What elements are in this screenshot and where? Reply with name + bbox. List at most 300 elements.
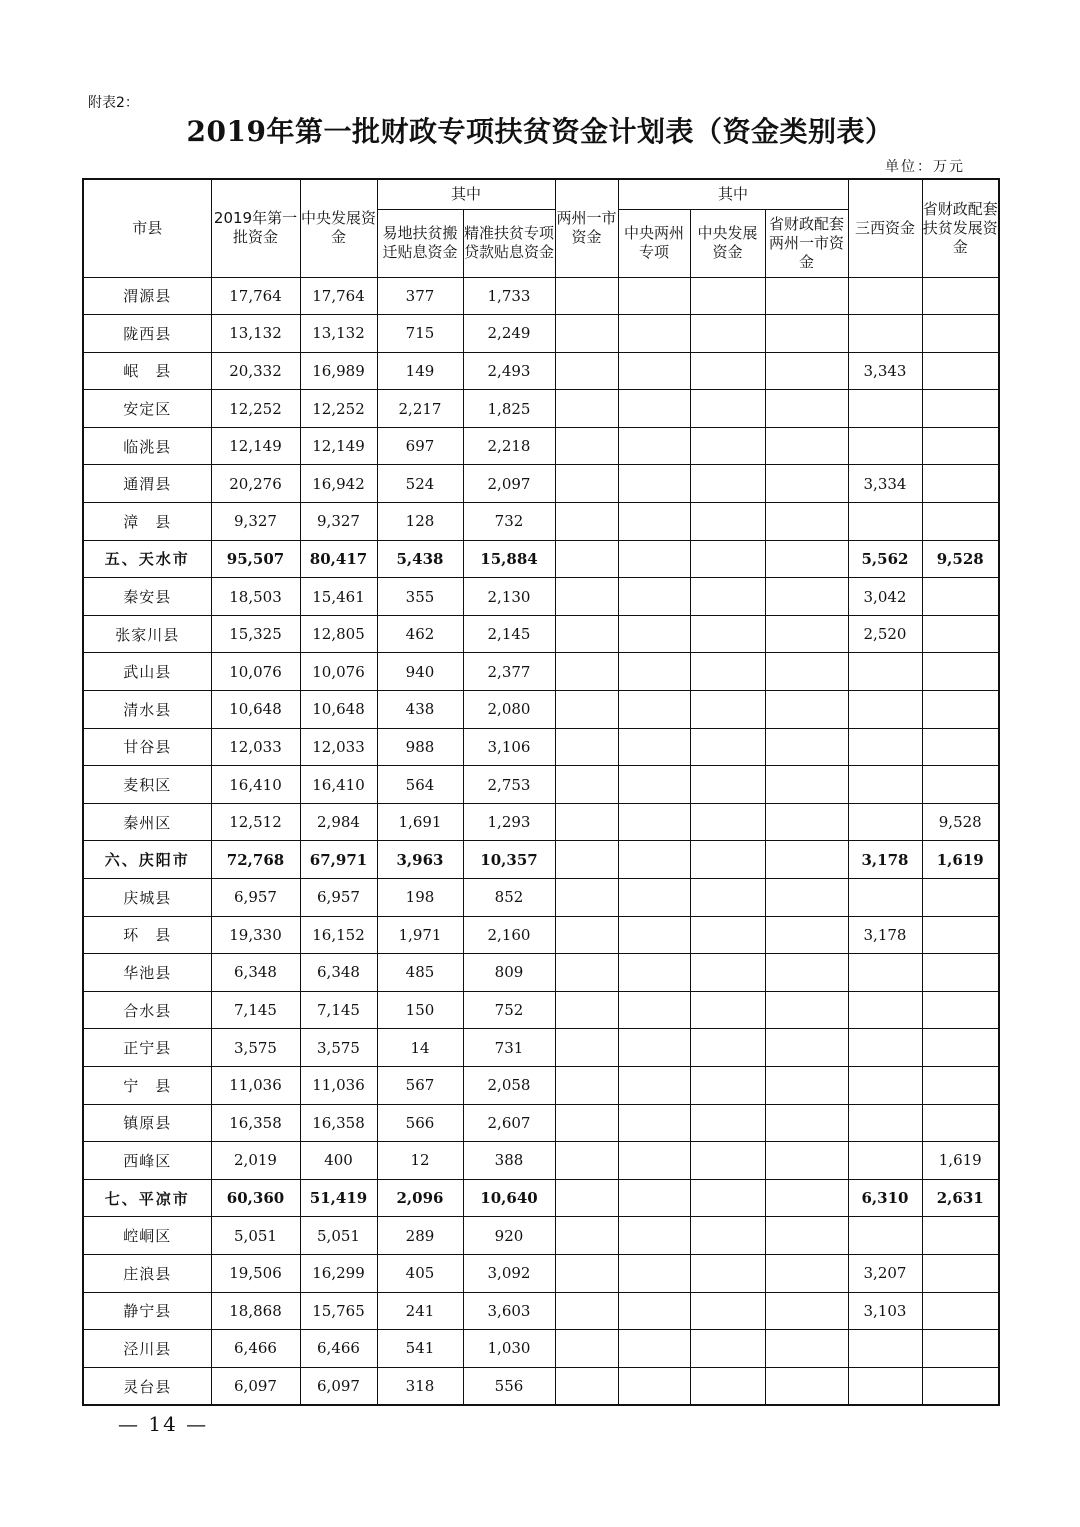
cell-relocation: 2,096 <box>377 1179 463 1217</box>
cell-relocation: 541 <box>377 1330 463 1368</box>
cell-clz <box>618 1029 690 1067</box>
cell-plz <box>765 841 848 879</box>
cell-name: 七、平凉市 <box>83 1179 211 1217</box>
table-row <box>83 390 999 428</box>
cell-relocation: 988 <box>377 728 463 766</box>
cell-plz <box>765 653 848 691</box>
header-prov-match: 省财政配套扶贫发展资金 <box>922 179 999 277</box>
cell-sanxi <box>848 427 922 465</box>
cell-lz <box>555 390 618 428</box>
cell-cfz <box>690 1292 765 1330</box>
cell-relocation: 14 <box>377 1029 463 1067</box>
table-row <box>83 1029 999 1067</box>
table-row <box>83 954 999 992</box>
header-group-2: 其中 <box>618 179 848 209</box>
cell-lz <box>555 503 618 541</box>
fund-table <box>82 178 1000 1406</box>
cell-clz <box>618 277 690 315</box>
cell-loan: 2,097 <box>463 465 555 503</box>
cell-lz <box>555 1066 618 1104</box>
cell-loan: 556 <box>463 1367 555 1405</box>
cell-plz <box>765 1292 848 1330</box>
table-row <box>83 315 999 353</box>
cell-plz <box>765 277 848 315</box>
cell-cfz <box>690 540 765 578</box>
cell-loan: 2,160 <box>463 916 555 954</box>
cell-central: 67,971 <box>300 841 377 879</box>
table-row <box>83 803 999 841</box>
cell-cfz <box>690 1217 765 1255</box>
cell-total: 11,036 <box>211 1066 300 1104</box>
cell-sanxi <box>848 803 922 841</box>
cell-central: 16,358 <box>300 1104 377 1142</box>
cell-name: 武山县 <box>83 653 211 691</box>
header-precise-loan: 精准扶贫专项贷款贴息资金 <box>463 209 555 277</box>
cell-plz <box>765 427 848 465</box>
cell-total: 20,276 <box>211 465 300 503</box>
cell-loan: 2,145 <box>463 615 555 653</box>
cell-prov <box>922 991 999 1029</box>
cell-relocation: 1,971 <box>377 916 463 954</box>
cell-lz <box>555 653 618 691</box>
cell-lz <box>555 1367 618 1405</box>
cell-name: 崆峒区 <box>83 1217 211 1255</box>
cell-total: 6,957 <box>211 879 300 917</box>
cell-name: 张家川县 <box>83 615 211 653</box>
cell-clz <box>618 1104 690 1142</box>
cell-cfz <box>690 728 765 766</box>
cell-lz <box>555 1292 618 1330</box>
cell-cfz <box>690 277 765 315</box>
cell-cfz <box>690 615 765 653</box>
cell-relocation: 462 <box>377 615 463 653</box>
header-central-lz: 中央两州专项 <box>618 209 690 277</box>
cell-plz <box>765 1104 848 1142</box>
cell-relocation: 405 <box>377 1254 463 1292</box>
cell-total: 18,503 <box>211 578 300 616</box>
cell-loan: 3,092 <box>463 1254 555 1292</box>
cell-central: 16,989 <box>300 352 377 390</box>
cell-loan: 752 <box>463 991 555 1029</box>
cell-loan: 1,030 <box>463 1330 555 1368</box>
cell-central: 10,076 <box>300 653 377 691</box>
table-row <box>83 1217 999 1255</box>
cell-prov <box>922 728 999 766</box>
cell-total: 13,132 <box>211 315 300 353</box>
table-row-subtotal <box>83 540 999 578</box>
cell-total: 6,348 <box>211 954 300 992</box>
cell-prov <box>922 1292 999 1330</box>
cell-loan: 809 <box>463 954 555 992</box>
cell-sanxi: 2,520 <box>848 615 922 653</box>
cell-name: 安定区 <box>83 390 211 428</box>
cell-total: 6,466 <box>211 1330 300 1368</box>
cell-central: 11,036 <box>300 1066 377 1104</box>
cell-clz <box>618 879 690 917</box>
cell-central: 6,466 <box>300 1330 377 1368</box>
cell-total: 9,327 <box>211 503 300 541</box>
cell-clz <box>618 728 690 766</box>
cell-prov <box>922 503 999 541</box>
cell-cfz <box>690 916 765 954</box>
cell-sanxi <box>848 653 922 691</box>
cell-loan: 1,293 <box>463 803 555 841</box>
cell-clz <box>618 615 690 653</box>
cell-sanxi <box>848 390 922 428</box>
cell-prov <box>922 1330 999 1368</box>
cell-clz <box>618 1330 690 1368</box>
cell-clz <box>618 653 690 691</box>
cell-sanxi: 3,103 <box>848 1292 922 1330</box>
table-row <box>83 1367 999 1405</box>
cell-cfz <box>690 841 765 879</box>
cell-prov <box>922 691 999 729</box>
cell-plz <box>765 578 848 616</box>
cell-plz <box>765 803 848 841</box>
cell-relocation: 567 <box>377 1066 463 1104</box>
cell-prov: 1,619 <box>922 841 999 879</box>
cell-lz <box>555 540 618 578</box>
cell-clz <box>618 803 690 841</box>
cell-cfz <box>690 465 765 503</box>
cell-lz <box>555 879 618 917</box>
cell-central: 16,299 <box>300 1254 377 1292</box>
cell-loan: 2,377 <box>463 653 555 691</box>
cell-loan: 388 <box>463 1142 555 1180</box>
cell-loan: 2,249 <box>463 315 555 353</box>
cell-prov: 1,619 <box>922 1142 999 1180</box>
cell-prov <box>922 352 999 390</box>
cell-name: 临洮县 <box>83 427 211 465</box>
cell-plz <box>765 1179 848 1217</box>
cell-loan: 3,106 <box>463 728 555 766</box>
cell-name: 渭源县 <box>83 277 211 315</box>
cell-prov <box>922 1254 999 1292</box>
cell-relocation: 377 <box>377 277 463 315</box>
table-row <box>83 1104 999 1142</box>
cell-clz <box>618 1367 690 1405</box>
cell-sanxi <box>848 954 922 992</box>
cell-central: 13,132 <box>300 315 377 353</box>
cell-clz <box>618 540 690 578</box>
cell-lz <box>555 728 618 766</box>
cell-clz <box>618 1142 690 1180</box>
cell-cfz <box>690 352 765 390</box>
cell-loan: 15,884 <box>463 540 555 578</box>
cell-total: 60,360 <box>211 1179 300 1217</box>
cell-total: 7,145 <box>211 991 300 1029</box>
table-row <box>83 465 999 503</box>
cell-lz <box>555 615 618 653</box>
table-row <box>83 1254 999 1292</box>
cell-sanxi <box>848 277 922 315</box>
table-row <box>83 1330 999 1368</box>
cell-sanxi <box>848 879 922 917</box>
cell-prov: 9,528 <box>922 540 999 578</box>
cell-central: 6,348 <box>300 954 377 992</box>
cell-cfz <box>690 1104 765 1142</box>
cell-relocation: 697 <box>377 427 463 465</box>
cell-relocation: 128 <box>377 503 463 541</box>
cell-lz <box>555 954 618 992</box>
cell-sanxi: 5,562 <box>848 540 922 578</box>
cell-clz <box>618 1066 690 1104</box>
cell-prov <box>922 277 999 315</box>
cell-lz <box>555 578 618 616</box>
cell-relocation: 564 <box>377 766 463 804</box>
cell-clz <box>618 503 690 541</box>
cell-loan: 2,080 <box>463 691 555 729</box>
cell-loan: 732 <box>463 503 555 541</box>
table-header <box>83 179 999 277</box>
cell-clz <box>618 1217 690 1255</box>
cell-plz <box>765 315 848 353</box>
cell-central: 15,461 <box>300 578 377 616</box>
table-row <box>83 653 999 691</box>
cell-loan: 852 <box>463 879 555 917</box>
cell-sanxi: 6,310 <box>848 1179 922 1217</box>
cell-cfz <box>690 427 765 465</box>
cell-prov <box>922 916 999 954</box>
cell-sanxi: 3,042 <box>848 578 922 616</box>
cell-clz <box>618 691 690 729</box>
cell-sanxi: 3,334 <box>848 465 922 503</box>
cell-prov: 2,631 <box>922 1179 999 1217</box>
appendix-label: 附表2： <box>88 95 139 111</box>
cell-total: 6,097 <box>211 1367 300 1405</box>
cell-name: 秦州区 <box>83 803 211 841</box>
cell-name: 西峰区 <box>83 1142 211 1180</box>
cell-clz <box>618 991 690 1029</box>
cell-sanxi <box>848 728 922 766</box>
cell-cfz <box>690 1367 765 1405</box>
cell-name: 宁 县 <box>83 1066 211 1104</box>
cell-cfz <box>690 1142 765 1180</box>
cell-clz <box>618 954 690 992</box>
cell-total: 5,051 <box>211 1217 300 1255</box>
table-row <box>83 503 999 541</box>
cell-name: 泾川县 <box>83 1330 211 1368</box>
cell-name: 环 县 <box>83 916 211 954</box>
cell-sanxi <box>848 1217 922 1255</box>
cell-sanxi <box>848 991 922 1029</box>
cell-prov <box>922 390 999 428</box>
table-row <box>83 691 999 729</box>
cell-name: 麦积区 <box>83 766 211 804</box>
cell-plz <box>765 916 848 954</box>
cell-plz <box>765 1330 848 1368</box>
cell-lz <box>555 1179 618 1217</box>
cell-relocation: 241 <box>377 1292 463 1330</box>
cell-prov: 9,528 <box>922 803 999 841</box>
cell-clz <box>618 766 690 804</box>
cell-total: 20,332 <box>211 352 300 390</box>
cell-total: 19,330 <box>211 916 300 954</box>
cell-cfz <box>690 1330 765 1368</box>
cell-lz <box>555 352 618 390</box>
cell-relocation: 1,691 <box>377 803 463 841</box>
cell-sanxi: 3,178 <box>848 841 922 879</box>
table-row <box>83 728 999 766</box>
unit-label: 单位：万元 <box>885 159 965 175</box>
cell-sanxi <box>848 1367 922 1405</box>
cell-lz <box>555 1104 618 1142</box>
cell-name: 庄浪县 <box>83 1254 211 1292</box>
table-row <box>83 879 999 917</box>
cell-cfz <box>690 390 765 428</box>
cell-lz <box>555 1217 618 1255</box>
cell-total: 12,149 <box>211 427 300 465</box>
header-central-fazhan: 中央发展资金 <box>690 209 765 277</box>
cell-name: 清水县 <box>83 691 211 729</box>
cell-loan: 2,753 <box>463 766 555 804</box>
cell-total: 16,358 <box>211 1104 300 1142</box>
cell-plz <box>765 954 848 992</box>
cell-sanxi <box>848 1330 922 1368</box>
cell-cfz <box>690 1029 765 1067</box>
cell-plz <box>765 1217 848 1255</box>
cell-plz <box>765 503 848 541</box>
cell-cfz <box>690 315 765 353</box>
cell-lz <box>555 803 618 841</box>
cell-plz <box>765 1254 848 1292</box>
cell-name: 合水县 <box>83 991 211 1029</box>
cell-sanxi: 3,343 <box>848 352 922 390</box>
cell-name: 正宁县 <box>83 1029 211 1067</box>
cell-sanxi <box>848 1066 922 1104</box>
cell-loan: 2,218 <box>463 427 555 465</box>
cell-prov <box>922 615 999 653</box>
cell-cfz <box>690 1066 765 1104</box>
cell-lz <box>555 315 618 353</box>
cell-total: 16,410 <box>211 766 300 804</box>
cell-loan: 10,640 <box>463 1179 555 1217</box>
cell-cfz <box>690 653 765 691</box>
cell-central: 16,410 <box>300 766 377 804</box>
cell-cfz <box>690 766 765 804</box>
cell-name: 通渭县 <box>83 465 211 503</box>
table-row <box>83 766 999 804</box>
cell-cfz <box>690 1254 765 1292</box>
cell-total: 19,506 <box>211 1254 300 1292</box>
cell-relocation: 940 <box>377 653 463 691</box>
table-row <box>83 1142 999 1180</box>
cell-central: 17,764 <box>300 277 377 315</box>
cell-clz <box>618 1292 690 1330</box>
cell-prov <box>922 766 999 804</box>
cell-relocation: 566 <box>377 1104 463 1142</box>
cell-total: 12,512 <box>211 803 300 841</box>
cell-central: 9,327 <box>300 503 377 541</box>
cell-clz <box>618 578 690 616</box>
cell-name: 庆城县 <box>83 879 211 917</box>
cell-plz <box>765 615 848 653</box>
cell-plz <box>765 766 848 804</box>
cell-relocation: 149 <box>377 352 463 390</box>
cell-plz <box>765 540 848 578</box>
header-group-1: 其中 <box>377 179 555 209</box>
cell-sanxi <box>848 766 922 804</box>
cell-lz <box>555 427 618 465</box>
cell-central: 16,152 <box>300 916 377 954</box>
cell-prov <box>922 1066 999 1104</box>
cell-central: 12,252 <box>300 390 377 428</box>
cell-name: 岷 县 <box>83 352 211 390</box>
cell-clz <box>618 916 690 954</box>
cell-clz <box>618 352 690 390</box>
cell-cfz <box>690 691 765 729</box>
cell-central: 6,097 <box>300 1367 377 1405</box>
header-central-dev: 中央发展资金 <box>300 179 377 277</box>
cell-central: 400 <box>300 1142 377 1180</box>
cell-plz <box>765 1029 848 1067</box>
cell-relocation: 318 <box>377 1367 463 1405</box>
cell-name: 秦安县 <box>83 578 211 616</box>
cell-central: 16,942 <box>300 465 377 503</box>
cell-name: 灵台县 <box>83 1367 211 1405</box>
header-relocation: 易地扶贫搬迁贴息资金 <box>377 209 463 277</box>
header-liangzhou: 两州一市资金 <box>555 179 618 277</box>
table-row-subtotal <box>83 1179 999 1217</box>
cell-lz <box>555 766 618 804</box>
cell-plz <box>765 1066 848 1104</box>
cell-central: 51,419 <box>300 1179 377 1217</box>
cell-plz <box>765 728 848 766</box>
cell-central: 3,575 <box>300 1029 377 1067</box>
cell-cfz <box>690 503 765 541</box>
cell-clz <box>618 1254 690 1292</box>
cell-relocation: 524 <box>377 465 463 503</box>
cell-prov <box>922 578 999 616</box>
cell-clz <box>618 1179 690 1217</box>
cell-lz <box>555 277 618 315</box>
cell-relocation: 12 <box>377 1142 463 1180</box>
cell-loan: 2,058 <box>463 1066 555 1104</box>
cell-clz <box>618 315 690 353</box>
cell-prov <box>922 1104 999 1142</box>
cell-total: 17,764 <box>211 277 300 315</box>
cell-central: 12,149 <box>300 427 377 465</box>
cell-central: 10,648 <box>300 691 377 729</box>
cell-name: 华池县 <box>83 954 211 992</box>
table-row <box>83 352 999 390</box>
cell-lz <box>555 841 618 879</box>
cell-lz <box>555 1029 618 1067</box>
cell-relocation: 2,217 <box>377 390 463 428</box>
cell-relocation: 355 <box>377 578 463 616</box>
table-row <box>83 916 999 954</box>
cell-central: 12,805 <box>300 615 377 653</box>
cell-prov <box>922 465 999 503</box>
table-row <box>83 615 999 653</box>
cell-clz <box>618 841 690 879</box>
cell-total: 72,768 <box>211 841 300 879</box>
cell-central: 5,051 <box>300 1217 377 1255</box>
cell-central: 15,765 <box>300 1292 377 1330</box>
cell-cfz <box>690 1179 765 1217</box>
cell-plz <box>765 691 848 729</box>
cell-clz <box>618 427 690 465</box>
cell-total: 12,033 <box>211 728 300 766</box>
cell-total: 18,868 <box>211 1292 300 1330</box>
cell-lz <box>555 1254 618 1292</box>
cell-cfz <box>690 879 765 917</box>
cell-total: 2,019 <box>211 1142 300 1180</box>
table-row <box>83 578 999 616</box>
cell-plz <box>765 991 848 1029</box>
cell-plz <box>765 390 848 428</box>
cell-cfz <box>690 578 765 616</box>
